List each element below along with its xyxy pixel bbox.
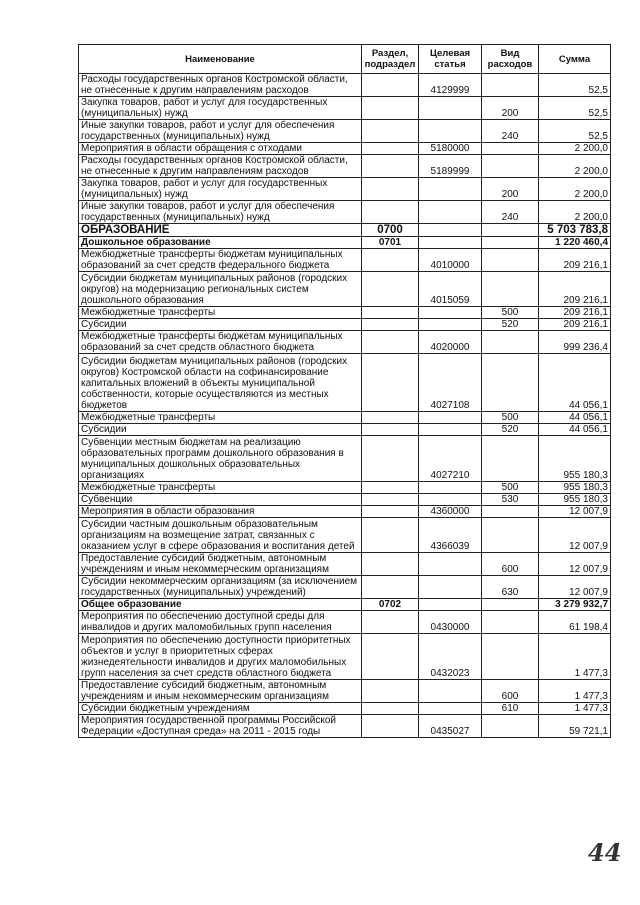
cell-section [362, 319, 419, 331]
cell-sum: 209 216,1 [539, 307, 611, 319]
cell-section [362, 680, 419, 703]
cell-name: Общее образование [79, 599, 362, 611]
cell-type: 240 [482, 201, 539, 224]
cell-name: Межбюджетные трансферты [79, 482, 362, 494]
cell-name: Субсидии частным дошкольным образовательным организациям на возмещение затрат, связанных с оказанием услуг в сфере образования и воспитания детей [79, 518, 362, 553]
cell-section [362, 272, 419, 307]
cell-name: Мероприятия по обеспечению доступной среды для инвалидов и других маломобильных групп населения [79, 611, 362, 634]
cell-section [362, 143, 419, 155]
table-row [79, 74, 611, 97]
table-row [79, 307, 611, 319]
table-row [79, 599, 611, 611]
cell-type: 200 [482, 97, 539, 120]
cell-section [362, 553, 419, 576]
cell-section [362, 201, 419, 224]
cell-article [419, 482, 482, 494]
table-row [79, 354, 611, 412]
cell-section [362, 703, 419, 715]
cell-name: ОБРАЗОВАНИЕ [79, 224, 362, 237]
header-name: Наименование [79, 45, 362, 74]
cell-section [362, 506, 419, 518]
cell-sum: 209 216,1 [539, 272, 611, 307]
cell-name: Предоставление субсидий бюджетным, автономным учреждениям и иным некоммерческим организациям [79, 553, 362, 576]
cell-type [482, 237, 539, 249]
cell-sum: 52,5 [539, 120, 611, 143]
table-row [79, 482, 611, 494]
cell-sum: 955 180,3 [539, 482, 611, 494]
cell-section [362, 424, 419, 436]
cell-type: 200 [482, 178, 539, 201]
table-row [79, 576, 611, 599]
cell-type: 530 [482, 494, 539, 506]
table-row [79, 237, 611, 249]
cell-name: Расходы государственных органов Костромской области, не отнесенные к другим направлениям расходов [79, 74, 362, 97]
cell-name: Иные закупки товаров, работ и услуг для обеспечения государственных (муниципальных) нужд [79, 120, 362, 143]
cell-sum: 12 007,9 [539, 506, 611, 518]
cell-name: Закупка товаров, работ и услуг для государственных (муниципальных) нужд [79, 97, 362, 120]
cell-sum: 209 216,1 [539, 319, 611, 331]
cell-article: 4360000 [419, 506, 482, 518]
cell-section [362, 518, 419, 553]
cell-article: 0435027 [419, 715, 482, 738]
cell-name: Мероприятия по обеспечению доступности приоритетных объектов и услуг в приоритетных сферах жизнедеятельности инвалидов и других маломобильных групп населения за счет средств областного бюджета [79, 634, 362, 680]
table-row [79, 331, 611, 354]
cell-sum: 2 200,0 [539, 201, 611, 224]
cell-section [362, 436, 419, 482]
cell-sum: 955 180,3 [539, 436, 611, 482]
cell-article: 5180000 [419, 143, 482, 155]
table-row [79, 494, 611, 506]
cell-article [419, 97, 482, 120]
cell-article [419, 201, 482, 224]
cell-sum: 5 703 783,8 [539, 224, 611, 237]
cell-article: 4027210 [419, 436, 482, 482]
cell-type [482, 611, 539, 634]
cell-article [419, 224, 482, 237]
table-row [79, 680, 611, 703]
cell-name: Субсидии бюджетным учреждениям [79, 703, 362, 715]
cell-article [419, 424, 482, 436]
page-number: 44 [588, 838, 622, 867]
table-header-row [79, 45, 611, 74]
header-section: Раздел, подраздел [362, 45, 419, 74]
cell-name: Субсидии бюджетам муниципальных районов (городских округов) Костромской области на софинансирование капитальных вложений в объекты муниципальной собственности, которые осуществляются из местных бюджетов [79, 354, 362, 412]
table-row [79, 249, 611, 272]
cell-section [362, 74, 419, 97]
cell-name: Мероприятия государственной программы Российской Федерации «Доступная среда» на 2011 - 2015 годы [79, 715, 362, 738]
cell-sum: 44 056,1 [539, 424, 611, 436]
cell-section [362, 715, 419, 738]
cell-section: 0701 [362, 237, 419, 249]
cell-article [419, 599, 482, 611]
cell-section: 0702 [362, 599, 419, 611]
cell-name: Закупка товаров, работ и услуг для государственных (муниципальных) нужд [79, 178, 362, 201]
cell-type [482, 249, 539, 272]
cell-name: Предоставление субсидий бюджетным, автономным учреждениям и иным некоммерческим организациям [79, 680, 362, 703]
cell-article [419, 680, 482, 703]
table-row [79, 201, 611, 224]
cell-type [482, 155, 539, 178]
cell-article [419, 319, 482, 331]
table-row [79, 97, 611, 120]
cell-type: 520 [482, 319, 539, 331]
cell-sum: 1 477,3 [539, 703, 611, 715]
table-row [79, 120, 611, 143]
cell-section [362, 354, 419, 412]
table-row [79, 412, 611, 424]
cell-name: Субсидии бюджетам муниципальных районов (городских округов) на модернизацию региональных систем дошкольного образования [79, 272, 362, 307]
cell-sum: 52,5 [539, 74, 611, 97]
cell-article: 0432023 [419, 634, 482, 680]
cell-section [362, 249, 419, 272]
cell-sum: 12 007,9 [539, 576, 611, 599]
cell-article: 4010000 [419, 249, 482, 272]
cell-name: Субвенции [79, 494, 362, 506]
cell-type [482, 436, 539, 482]
table-row [79, 634, 611, 680]
cell-name: Субсидии [79, 424, 362, 436]
cell-type: 240 [482, 120, 539, 143]
cell-section [362, 611, 419, 634]
cell-type [482, 143, 539, 155]
cell-name: Иные закупки товаров, работ и услуг для обеспечения государственных (муниципальных) нужд [79, 201, 362, 224]
cell-article [419, 412, 482, 424]
cell-sum: 999 236,4 [539, 331, 611, 354]
cell-sum: 1 477,3 [539, 680, 611, 703]
cell-name: Межбюджетные трансферты бюджетам муниципальных образований за счет средств областного бюджета [79, 331, 362, 354]
cell-section [362, 120, 419, 143]
cell-type [482, 272, 539, 307]
table-row [79, 424, 611, 436]
cell-name: Межбюджетные трансферты [79, 412, 362, 424]
table-row [79, 518, 611, 553]
cell-sum: 12 007,9 [539, 518, 611, 553]
cell-article [419, 120, 482, 143]
cell-article [419, 237, 482, 249]
cell-section [362, 482, 419, 494]
cell-sum: 1 220 460,4 [539, 237, 611, 249]
table-row [79, 553, 611, 576]
cell-section [362, 412, 419, 424]
cell-section [362, 331, 419, 354]
cell-sum: 59 721,1 [539, 715, 611, 738]
cell-sum: 3 279 932,7 [539, 599, 611, 611]
cell-sum: 52,5 [539, 97, 611, 120]
cell-type [482, 506, 539, 518]
cell-sum: 12 007,9 [539, 553, 611, 576]
table-row [79, 703, 611, 715]
cell-section [362, 634, 419, 680]
cell-article [419, 178, 482, 201]
cell-article: 4020000 [419, 331, 482, 354]
cell-sum: 44 056,1 [539, 412, 611, 424]
cell-name: Субвенции местным бюджетам на реализацию образовательных программ дошкольного образования в муниципальных дошкольных образовательных организациях [79, 436, 362, 482]
cell-type: 500 [482, 307, 539, 319]
cell-name: Мероприятия в области обращения с отходами [79, 143, 362, 155]
table-row [79, 436, 611, 482]
cell-sum: 2 200,0 [539, 178, 611, 201]
header-article: Целевая статья [419, 45, 482, 74]
cell-name: Дошкольное образование [79, 237, 362, 249]
cell-type [482, 331, 539, 354]
table-row [79, 506, 611, 518]
cell-type [482, 634, 539, 680]
cell-name: Расходы государственных органов Костромской области, не отнесенные к другим направлениям расходов [79, 155, 362, 178]
cell-article [419, 703, 482, 715]
cell-section: 0700 [362, 224, 419, 237]
cell-article: 4027108 [419, 354, 482, 412]
budget-table [78, 44, 611, 738]
cell-name: Межбюджетные трансферты бюджетам муниципальных образований за счет средств федерального бюджета [79, 249, 362, 272]
cell-name: Субсидии некоммерческим организациям (за исключением государственных (муниципальных) учреждений) [79, 576, 362, 599]
cell-type: 600 [482, 553, 539, 576]
cell-name: Мероприятия в области образования [79, 506, 362, 518]
cell-article: 5189999 [419, 155, 482, 178]
cell-type: 600 [482, 680, 539, 703]
cell-sum: 61 198,4 [539, 611, 611, 634]
cell-section [362, 155, 419, 178]
cell-name: Субсидии [79, 319, 362, 331]
cell-type [482, 224, 539, 237]
cell-article: 4129999 [419, 74, 482, 97]
cell-sum: 209 216,1 [539, 249, 611, 272]
cell-section [362, 494, 419, 506]
cell-article: 4015059 [419, 272, 482, 307]
table-row [79, 155, 611, 178]
cell-section [362, 97, 419, 120]
cell-sum: 2 200,0 [539, 155, 611, 178]
cell-article: 4366039 [419, 518, 482, 553]
header-sum: Сумма [539, 45, 611, 74]
cell-type: 500 [482, 412, 539, 424]
cell-type [482, 74, 539, 97]
cell-article [419, 576, 482, 599]
cell-type [482, 354, 539, 412]
table-row [79, 319, 611, 331]
cell-type [482, 599, 539, 611]
cell-sum: 955 180,3 [539, 494, 611, 506]
cell-name: Межбюджетные трансферты [79, 307, 362, 319]
cell-article [419, 553, 482, 576]
cell-section [362, 178, 419, 201]
cell-type: 610 [482, 703, 539, 715]
cell-type: 500 [482, 482, 539, 494]
cell-type: 630 [482, 576, 539, 599]
cell-section [362, 307, 419, 319]
table-row [79, 715, 611, 738]
cell-sum: 2 200,0 [539, 143, 611, 155]
cell-section [362, 576, 419, 599]
cell-type: 520 [482, 424, 539, 436]
cell-article [419, 494, 482, 506]
table-row [79, 143, 611, 155]
cell-sum: 1 477,3 [539, 634, 611, 680]
table-row [79, 224, 611, 237]
budget-table-page [78, 44, 611, 738]
header-type: Вид расходов [482, 45, 539, 74]
table-row [79, 611, 611, 634]
table-row [79, 272, 611, 307]
table-row [79, 178, 611, 201]
cell-sum: 44 056,1 [539, 354, 611, 412]
cell-type [482, 518, 539, 553]
cell-type [482, 715, 539, 738]
cell-article: 0430000 [419, 611, 482, 634]
cell-article [419, 307, 482, 319]
